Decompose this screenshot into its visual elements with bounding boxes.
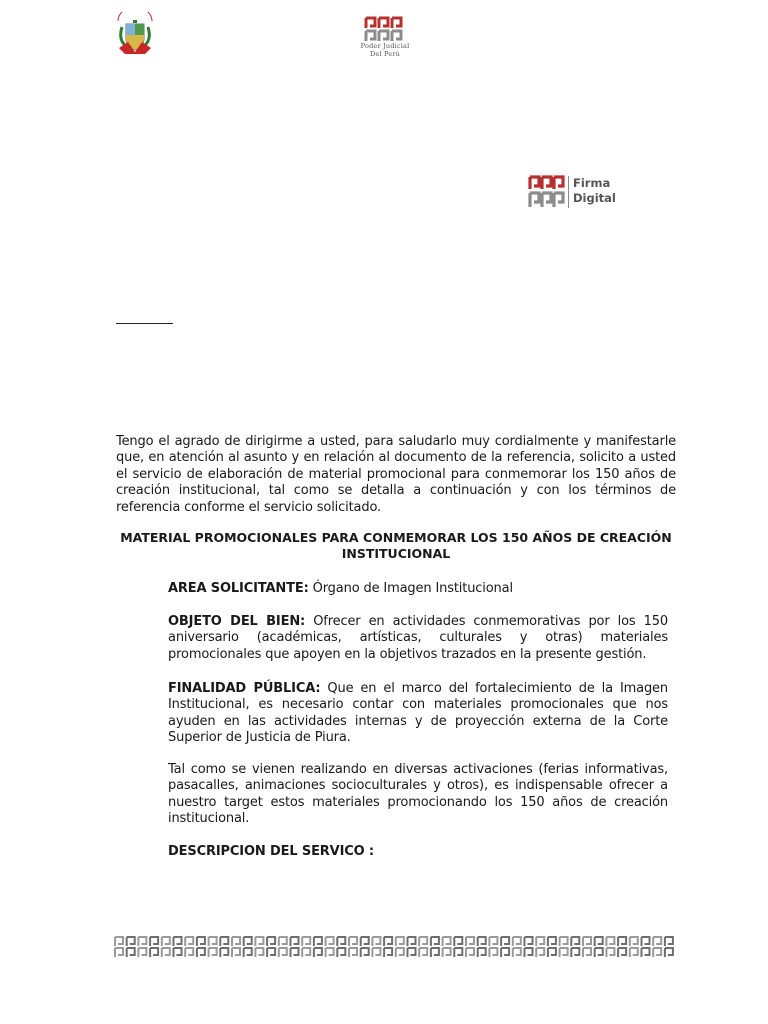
firma-label: Firma	[573, 176, 611, 190]
firma-separator	[568, 176, 569, 208]
firma-digital-icon	[528, 175, 566, 209]
poder-judicial-logo	[356, 16, 414, 60]
objeto-value: Ofrecer en actividades conmemorativas por los 150 aniversario (académicas, artísticas, culturales y otras) materiales promocionales que apoyen en la objetivos trazados en la presente gestión.	[168, 614, 668, 662]
institution-caption-line2: Del Perú	[369, 50, 401, 58]
finalidad-label: FINALIDAD PÚBLICA:	[168, 681, 321, 696]
finalidad-publica	[168, 681, 668, 747]
institution-caption-line1: Poder Judicial	[360, 42, 410, 50]
divider-rule	[116, 323, 173, 324]
area-solicitante	[168, 581, 668, 597]
section-title: MATERIAL PROMOCIONALES PARA CONMEMORAR LOS 150 AÑOS DE CREACIÓN INSTITUCIONAL	[120, 530, 672, 561]
descripcion-heading: DESCRIPCION DEL SERVICO :	[168, 844, 374, 859]
objeto-del-bien	[168, 614, 668, 663]
footer-pattern	[114, 936, 676, 958]
area-value: Órgano de Imagen Institucional	[308, 581, 513, 596]
objeto-label: OBJETO DEL BIEN:	[168, 614, 306, 629]
intro-paragraph: Tengo el agrado de dirigirme a usted, para saludarlo muy cordialmente y manifestarle que, en atención al asunto y en relación al documento de la referencia, solicito a usted el servicio de elaboración de material promocional para conmemorar los 150 años de creación institucional, tal como se detalla a continuación y con los términos de referencia conforme el servicio solicitado.	[116, 434, 676, 515]
digital-label: Digital	[573, 191, 616, 205]
finalidad-value: Que en el marco del fortalecimiento de la Imagen Institucional, es necesario contar con materiales promocionales que nos ayuden en las actividades internas y de proyección externa de la Corte Superior de Justicia de Piura.	[168, 681, 668, 746]
area-label: AREA SOLICITANTE:	[168, 581, 309, 596]
firma-digital-badge	[528, 174, 628, 210]
coat-of-arms-logo	[112, 12, 158, 58]
activaciones-paragraph: Tal como se vienen realizando en diversas activaciones (ferias informativas, pasacalles, animaciones socioculturales y otros), es indispensable ofrecer a nuestro target estos materiales promocionando los 150 años de creación institucional.	[168, 762, 668, 827]
